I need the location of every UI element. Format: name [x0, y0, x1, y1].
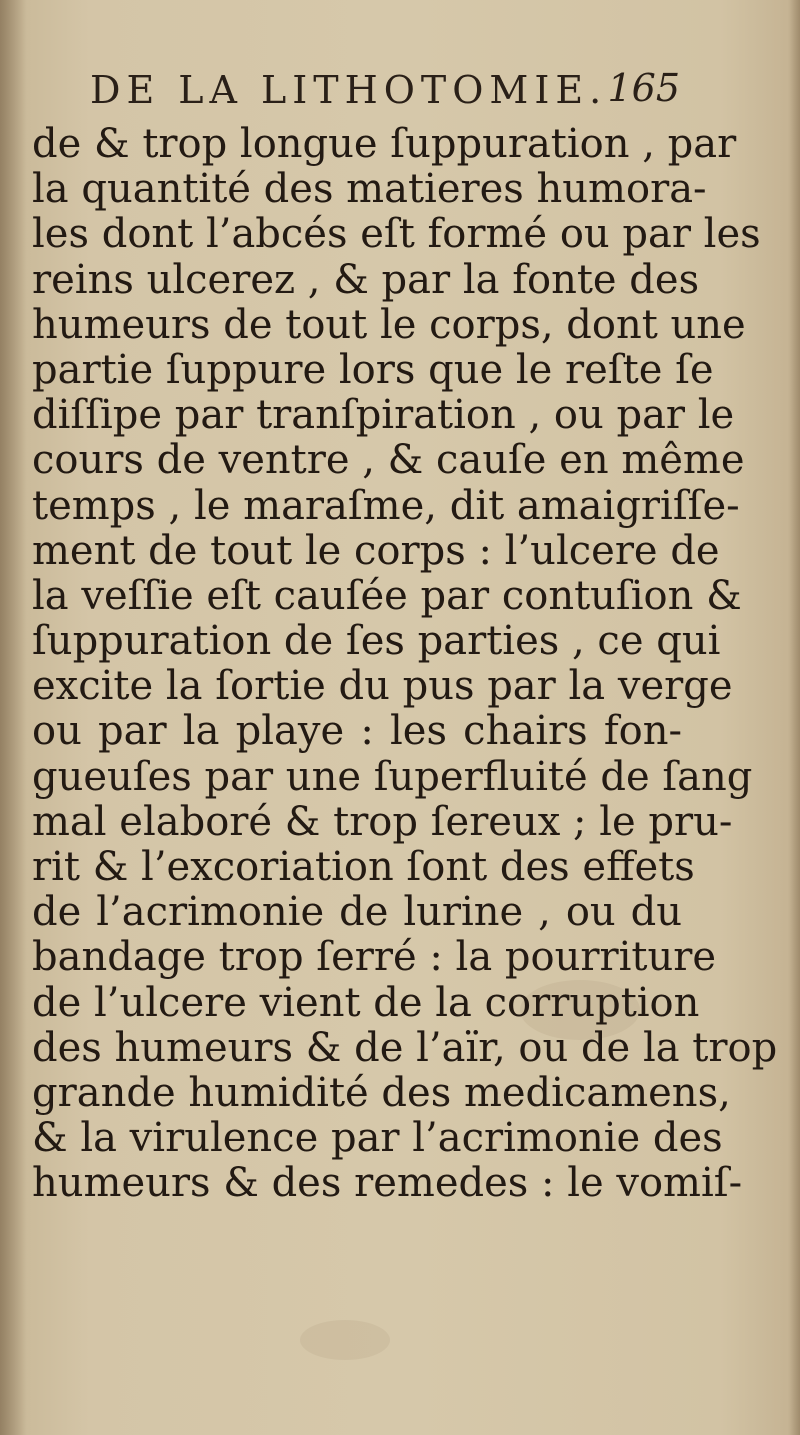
text-line: humeurs & des remedes : le vomiſ-: [32, 1160, 743, 1207]
text-line: ſuppuration de ſes parties , ce qui: [32, 618, 721, 665]
body-text: [32, 121, 778, 1207]
text-line: les dont l’abcés eſt formé ou par les: [32, 211, 761, 258]
text-line: rit & l’excoriation ſont des effets: [32, 844, 695, 890]
page-edge: [788, 0, 800, 1435]
text-line: diſſipe par tranſpiration , ou par le: [32, 392, 735, 439]
page-number: 165: [607, 66, 680, 110]
text-line: ment de tout le corps : l’ulcere de: [32, 527, 720, 574]
text-line: ou par la playe : les chairs fon-: [32, 708, 682, 755]
text-line: gueuſes par une ſuperfluité de ſang: [32, 753, 753, 800]
text-line: bandage trop ſerré : la pourriture: [32, 934, 717, 981]
text-line: temps , le maraſme, dit amaigriſſe-: [32, 482, 740, 529]
text-line: excite la ſortie du pus par la verge: [32, 663, 733, 710]
text-line: mal elaboré & trop ſereux ; le pru-: [32, 798, 733, 845]
text-line: cours de ventre , & cauſe en même: [32, 437, 745, 484]
text-line: de l’acrimonie de lurine , ou du: [32, 889, 682, 936]
text-line: partie ſuppure lors que le reſte ſe: [32, 346, 714, 393]
text-line: des humeurs & de l’aïr, ou de la trop: [32, 1024, 778, 1071]
gutter-shadow: [0, 0, 26, 1435]
page-header: [90, 62, 690, 114]
text-line: de l’ulcere vient de la corruption: [32, 979, 700, 1026]
text-line: la quantité des matieres humora-: [32, 166, 707, 213]
text-line: la veſſie eſt cauſée par contuſion &: [32, 572, 742, 619]
paper-stain: [300, 1320, 390, 1360]
text-line: de & trop longue ſuppuration , par: [32, 121, 737, 167]
text-line: & la virulence par l’acrimonie des: [32, 1115, 723, 1162]
text-line: humeurs de tout le corps, dont une: [32, 301, 746, 348]
text-line: reins ulcerez , & par la fonte des: [32, 256, 700, 303]
running-head: DE LA LITHOTOMIE.: [90, 68, 608, 112]
text-line: grande humidité des medicamens,: [32, 1069, 731, 1116]
